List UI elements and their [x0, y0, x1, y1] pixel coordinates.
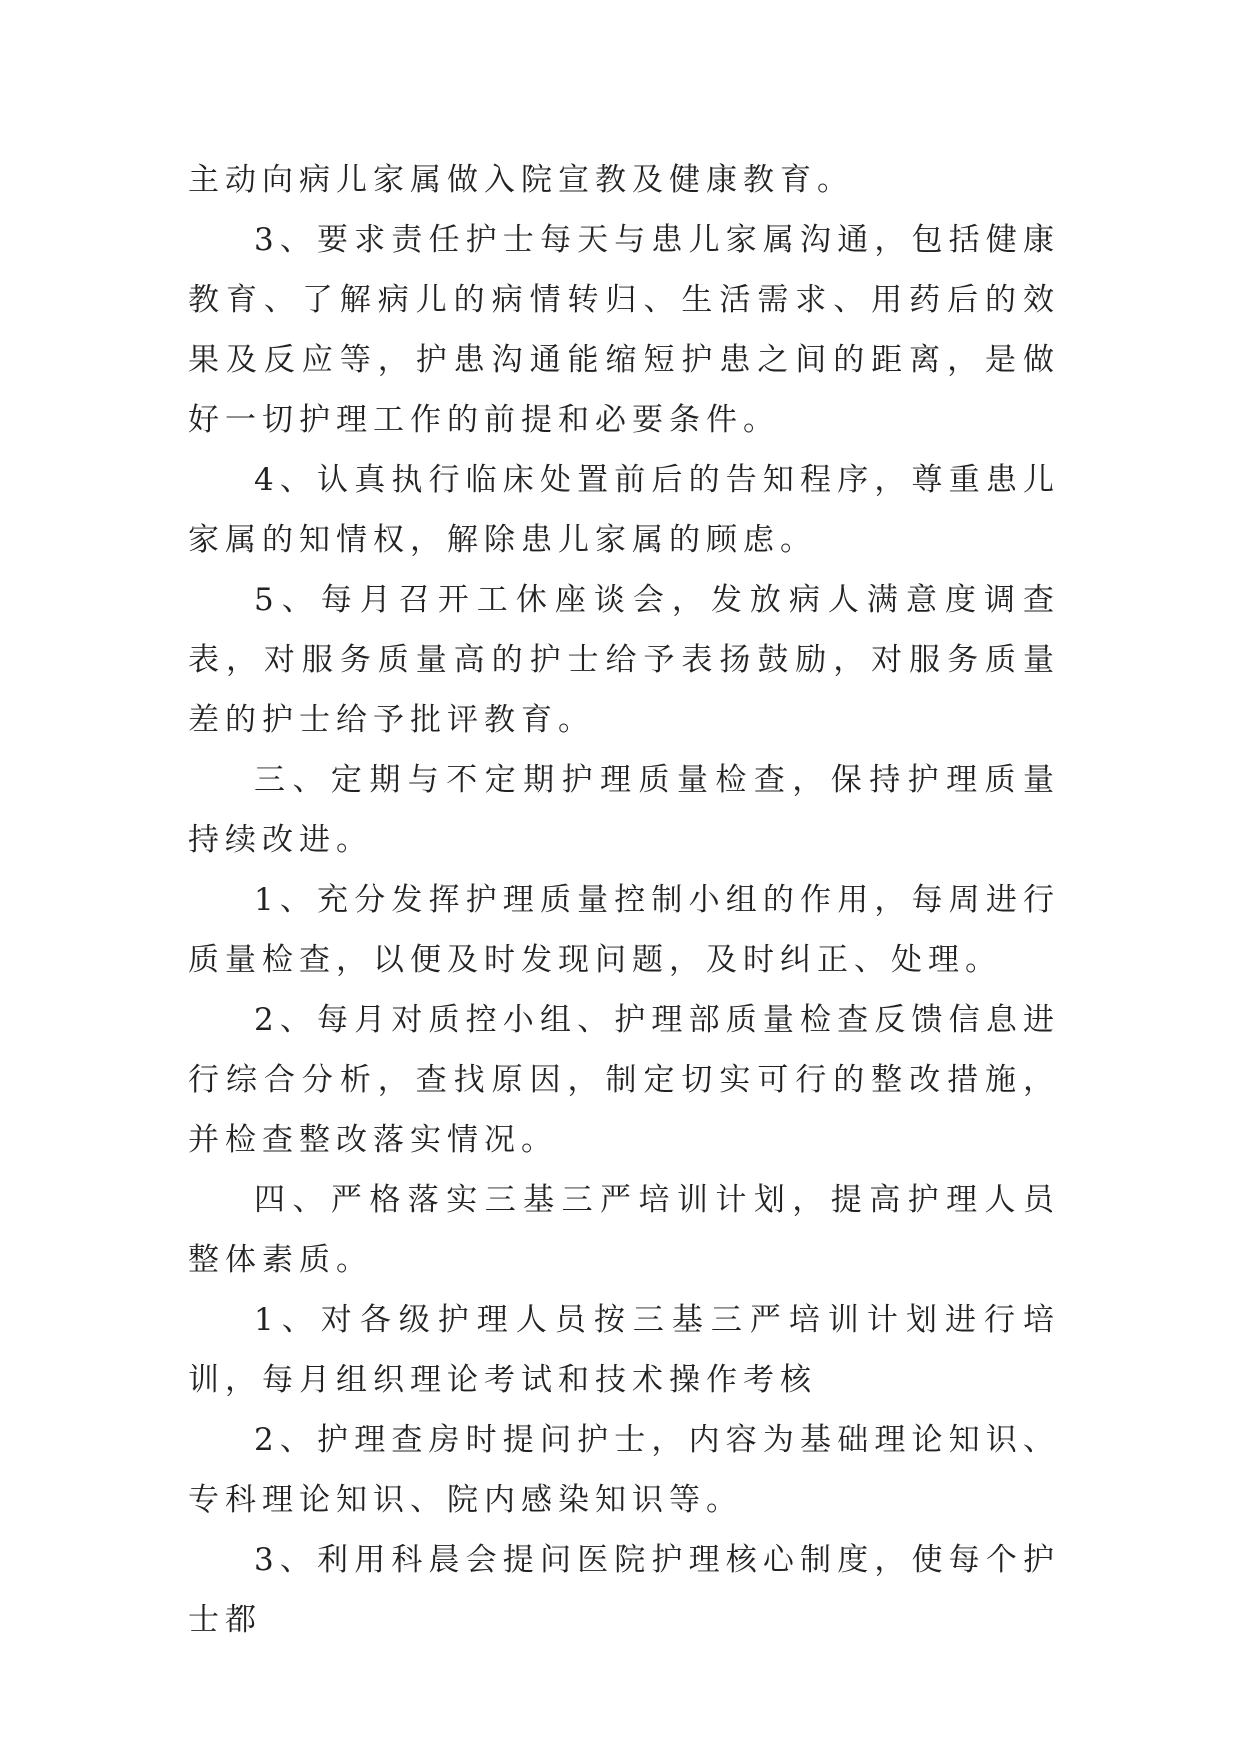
paragraph-item-2-3: 3、要求责任护士每天与患儿家属沟通，包括健康教育、了解病儿的病情转归、生活需求、用药后的效果及反应等，护患沟通能缩短护患之间的距离，是做好一切护理工作的前提和必要条件。 — [188, 222, 1060, 438]
section-heading-4: 四、严格落实三基三严培训计划，提高护理人员整体素质。 — [188, 1182, 1060, 1278]
paragraph-item-3-1: 1、充分发挥护理质量控制小组的作用，每周进行质量检查，以便及时发现问题，及时纠正、处理。 — [188, 882, 1060, 978]
paragraph-item-2-4: 4、认真执行临床处置前后的告知程序，尊重患儿家属的知情权，解除患儿家属的顾虑。 — [188, 462, 1060, 558]
paragraph-item-2-5: 5、每月召开工休座谈会，发放病人满意度调查表，对服务质量高的护士给予表扬鼓励，对服务质量差的护士给予批评教育。 — [188, 582, 1060, 738]
paragraph-item-4-3: 3、利用科晨会提问医院护理核心制度，使每个护士都 — [188, 1542, 1060, 1638]
paragraph-item-4-1: 1、对各级护理人员按三基三严培训计划进行培训，每月组织理论考试和技术操作考核 — [188, 1302, 1060, 1398]
section-heading-3: 三、定期与不定期护理质量检查，保持护理质量持续改进。 — [188, 762, 1060, 858]
paragraph-item-4-2: 2、护理查房时提问护士，内容为基础理论知识、专科理论知识、院内感染知识等。 — [188, 1422, 1060, 1518]
document-body — [188, 150, 1060, 1650]
paragraph-continuation: 主动向病儿家属做入院宣教及健康教育。 — [188, 162, 854, 198]
paragraph-item-3-2: 2、每月对质控小组、护理部质量检查反馈信息进行综合分析，查找原因，制定切实可行的整改措施，并检查整改落实情况。 — [188, 1002, 1060, 1158]
